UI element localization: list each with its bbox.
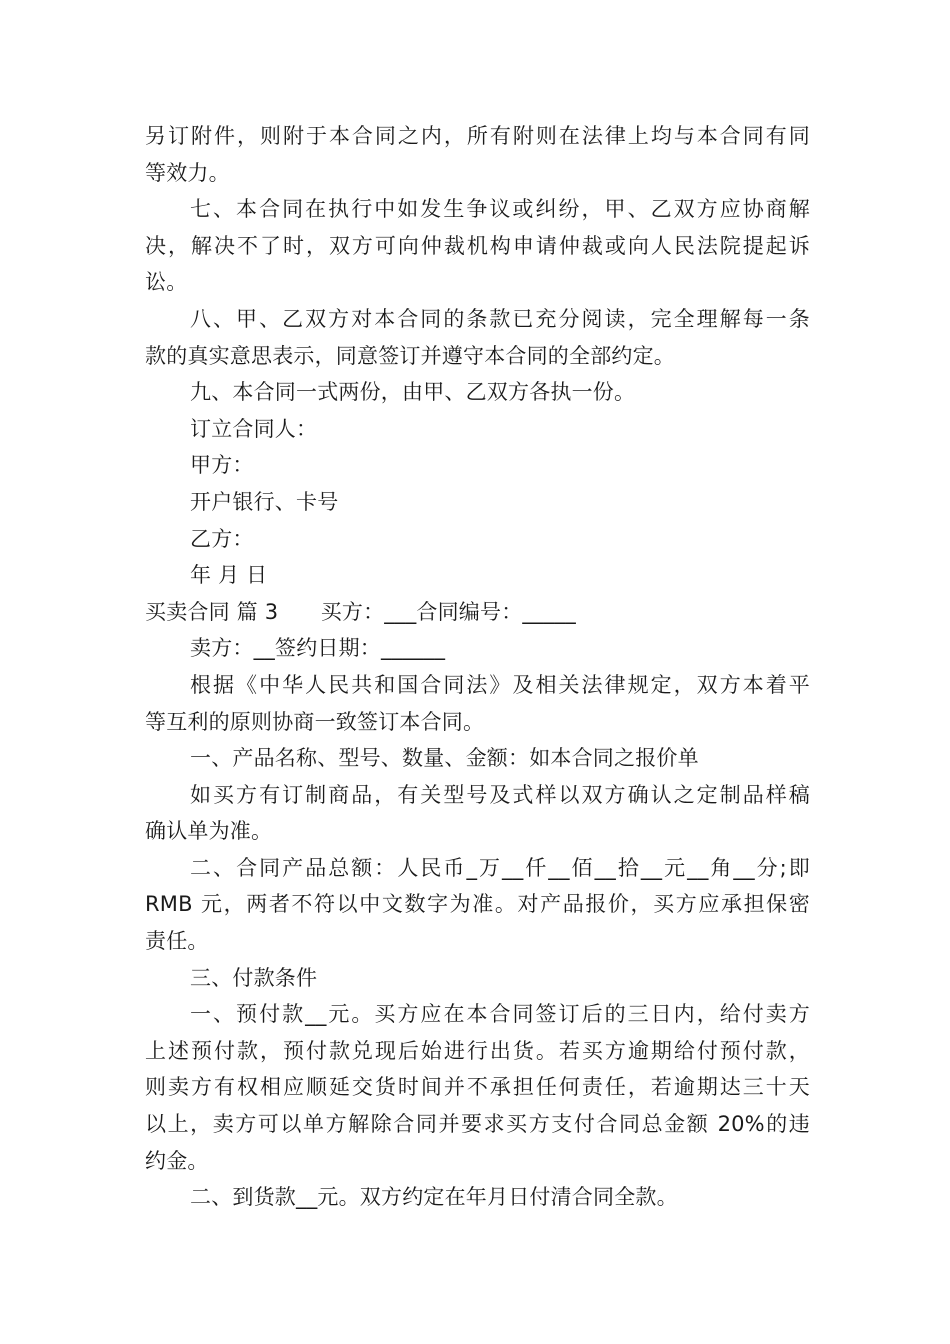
document-body <box>145 118 810 1216</box>
document-line: 一、预付款__元。买方应在本合同签订后的三日内，给付卖方 <box>190 1002 810 1027</box>
document-line: 上述预付款，预付款兑现后始进行出货。若买方逾期给付预付款， <box>145 1038 810 1063</box>
document-line: 约金。 <box>145 1148 209 1173</box>
document-line: 八、甲、乙双方对本合同的条款已充分阅读，完全理解每一条 <box>190 306 810 331</box>
document-line: 甲方： <box>190 453 254 478</box>
document-line: 等互利的原则协商一致签订本合同。 <box>145 709 485 734</box>
document-line: 三、付款条件 <box>190 965 318 990</box>
document-line: 九、本合同一式两份，由甲、乙双方各执一份。 <box>190 380 636 405</box>
document-line: 订立合同人： <box>190 416 318 441</box>
document-line: 七、本合同在执行中如发生争议或纠纷，甲、乙双方应协商解 <box>190 197 810 222</box>
document-line: 二、合同产品总额：人民币_万__仟__佰__拾__元__角__分;即 <box>190 855 810 880</box>
document-line: 另订附件，则附于本合同之内，所有附则在法律上均与本合同有同 <box>145 124 810 148</box>
document-line: 款的真实意思表示，同意签订并遵守本合同的全部约定。 <box>145 343 675 368</box>
document-line: 根据《中华人民共和国合同法》及相关法律规定，双方本着平 <box>190 672 810 697</box>
document-line: 则卖方有权相应顺延交货时间并不承担任何责任，若逾期达三十天 <box>145 1075 810 1100</box>
document-line: 确认单为准。 <box>145 819 273 844</box>
document-line: 责任。 <box>145 929 209 954</box>
document-line: 二、到货款__元。双方约定在年月日付清合同全款。 <box>190 1185 678 1210</box>
document-line: 讼。 <box>145 270 188 295</box>
document-line: RMB 元，两者不符以中文数字为准。对产品报价，买方应承担保密 <box>145 892 810 917</box>
document-line: 卖方：__签约日期：______ <box>190 636 446 661</box>
document-line: 以上，卖方可以单方解除合同并要求买方支付合同总金额 20%的违 <box>145 1112 810 1137</box>
document-line: 如买方有订制商品，有关型号及式样以双方确认之定制品样稿 <box>190 782 810 807</box>
document-line: 开户银行、卡号 <box>190 489 339 514</box>
document-line: 一、产品名称、型号、数量、金额：如本合同之报价单 <box>190 746 699 771</box>
document-line: 买卖合同 篇 3 买方：___合同编号：_____ <box>145 599 576 624</box>
document-line: 乙方： <box>190 526 254 551</box>
document-line: 决，解决不了时，双方可向仲裁机构申请仲裁或向人民法院提起诉 <box>145 233 810 258</box>
document-line: 年 月 日 <box>190 563 268 588</box>
document-line: 等效力。 <box>145 160 230 185</box>
